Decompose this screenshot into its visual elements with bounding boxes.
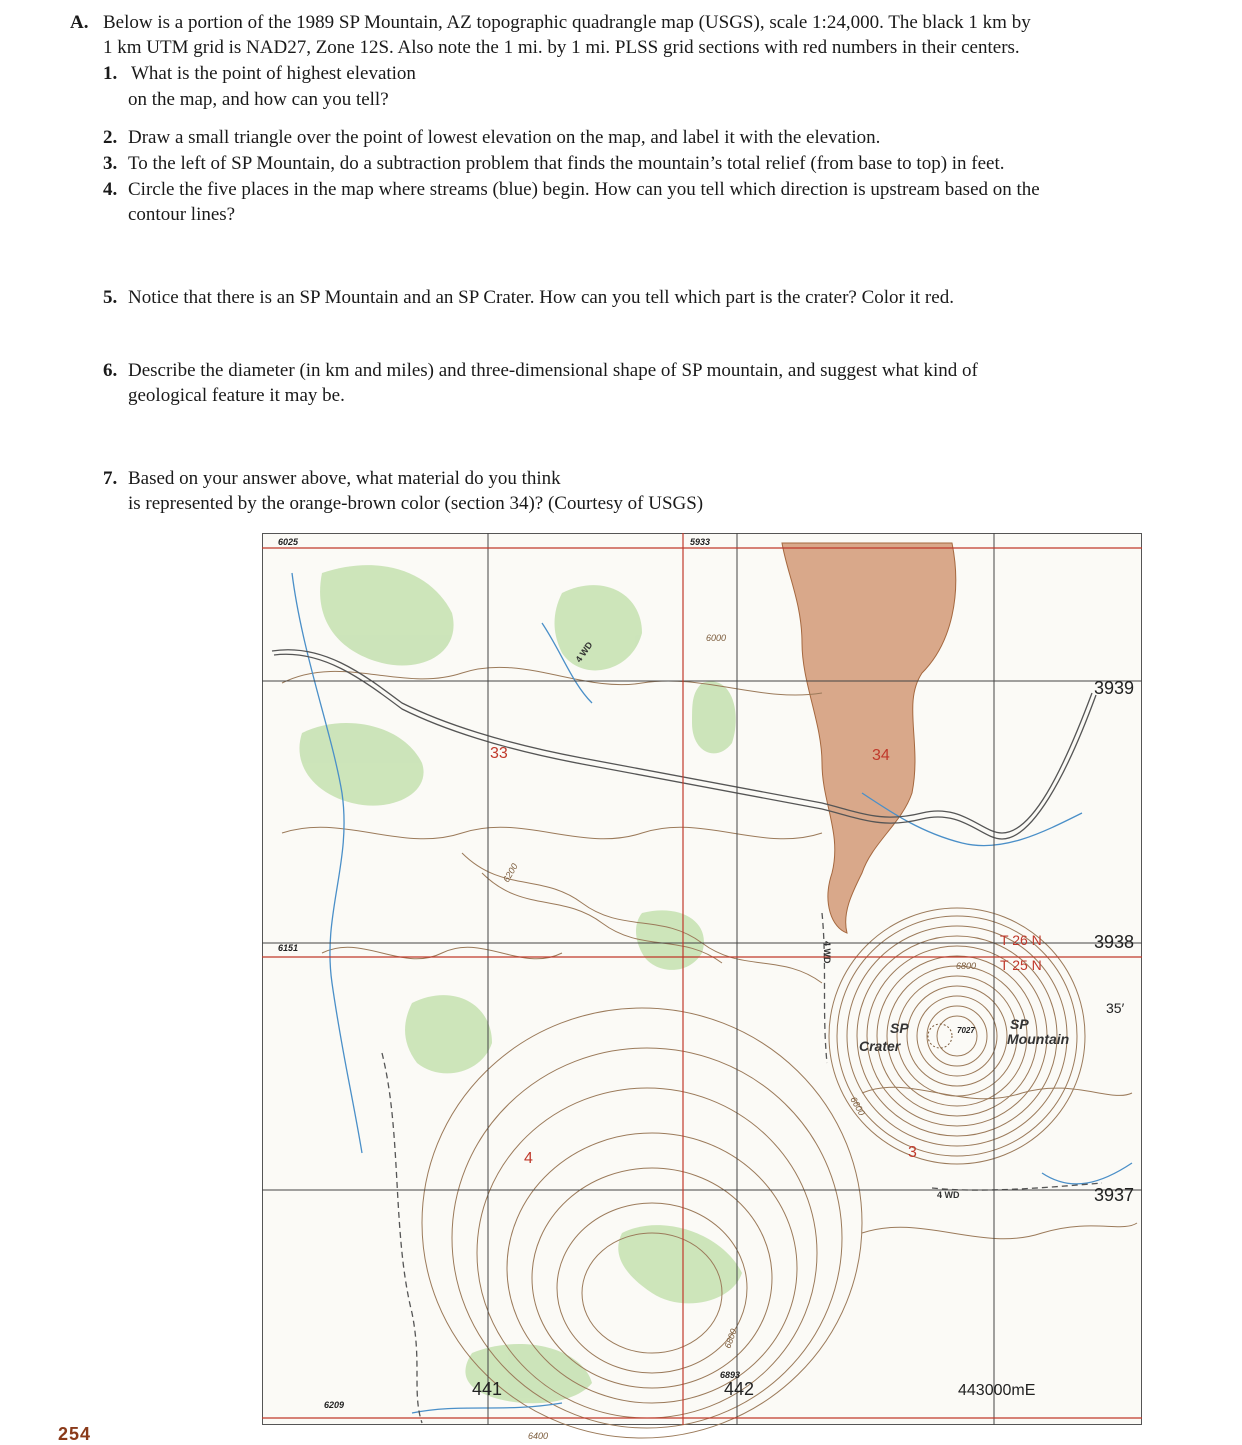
question-2-number: 2. [103, 127, 118, 148]
section-33-label: 33 [490, 745, 508, 762]
spot-elevation-6151: 6151 [278, 943, 299, 953]
contour-label-6800-mountain: 6800 [956, 961, 977, 971]
contour-label-6800-hill: 6800 [722, 1327, 739, 1350]
question-7-line-2: is represented by the orange-brown color (section 34)? (Courtesy of USGS) [128, 493, 704, 514]
section-3-label: 3 [908, 1144, 917, 1161]
spot-elevation-6209: 6209 [324, 1400, 345, 1410]
contour-label-6600: 6600 [848, 1095, 867, 1118]
sp-crater-label-line-2: Crater [859, 1038, 901, 1054]
sp-mountain-label-line-1: SP [1010, 1016, 1029, 1032]
topographic-map [262, 533, 1142, 1441]
question-3-number: 3. [103, 153, 118, 174]
question-6-line-1: Describe the diameter (in km and miles) and three-dimensional shape of SP mountain, and suggest what kind of [128, 360, 978, 381]
contour-label-6200: 6200 [501, 861, 520, 884]
question-2-line-1: Draw a small triangle over the point of lowest elevation on the map, and label it with the elevation. [128, 127, 881, 148]
intro-letter: A. [70, 12, 89, 33]
section-4-label: 4 [524, 1150, 533, 1167]
question-1-line-2: on the map, and how can you tell? [128, 89, 389, 110]
question-6-number: 6. [103, 360, 118, 381]
question-1-line-1: What is the point of highest elevation [131, 63, 416, 84]
township-26n-label: T 26 N [1000, 932, 1042, 948]
question-4-line-2: contour lines? [128, 204, 236, 225]
question-7-number: 7. [103, 468, 118, 489]
latitude-35-label: 35′ [1106, 1000, 1125, 1016]
spot-elevation-5933: 5933 [690, 537, 711, 547]
utm-easting-442: 442 [724, 1379, 755, 1399]
utm-northing-3937: 3937 [1094, 1185, 1135, 1205]
township-25n-label: T 25 N [1000, 957, 1042, 973]
sp-crater-label-line-1: SP [890, 1020, 909, 1036]
question-4-number: 4. [103, 179, 118, 200]
intro-line-2: 1 km UTM grid is NAD27, Zone 12S. Also note the 1 mi. by 1 mi. PLSS grid sections with red numbers in their centers. [103, 37, 1020, 58]
utm-northing-3939: 3939 [1094, 678, 1135, 698]
road-label-4wd-north: 4 WD [573, 639, 595, 665]
utm-northing-3938: 3938 [1094, 932, 1135, 952]
question-6-line-2: geological feature it may be. [128, 385, 345, 406]
utm-easting-441: 441 [472, 1379, 503, 1399]
contour-label-6400: 6400 [528, 1431, 549, 1441]
utm-easting-443000: 443000mE [958, 1382, 1036, 1399]
question-7-line-1: Based on your answer above, what material do you think [128, 468, 561, 489]
question-3-line-1: To the left of SP Mountain, do a subtraction problem that finds the mountain’s total relief (from base to top) in feet. [128, 153, 1005, 174]
intro-line-1: Below is a portion of the 1989 SP Mountain, AZ topographic quadrangle map (USGS), scale 1:24,000. The black 1 km by [103, 12, 1031, 33]
road-label-4wd-south: 4 WD [937, 1190, 960, 1200]
spot-elevation-6025: 6025 [278, 537, 299, 547]
question-1-number: 1. [103, 63, 118, 84]
sp-mountain-label-line-2: Mountain [1007, 1031, 1070, 1047]
question-4-line-1: Circle the five places in the map where streams (blue) begin. How can you tell which direction is upstream based on the [128, 179, 1040, 200]
road-label-4wd-center: 4 WD [822, 941, 832, 964]
spot-elevation-6893: 6893 [720, 1370, 741, 1380]
question-5-number: 5. [103, 287, 118, 308]
section-34-label: 34 [872, 747, 890, 764]
question-5-line-1: Notice that there is an SP Mountain and an SP Crater. How can you tell which part is the crater? Color it red. [128, 287, 954, 308]
spot-elevation-7027: 7027 [957, 1026, 975, 1035]
page-number: 254 [58, 1424, 92, 1444]
contour-label-6000: 6000 [706, 633, 727, 643]
